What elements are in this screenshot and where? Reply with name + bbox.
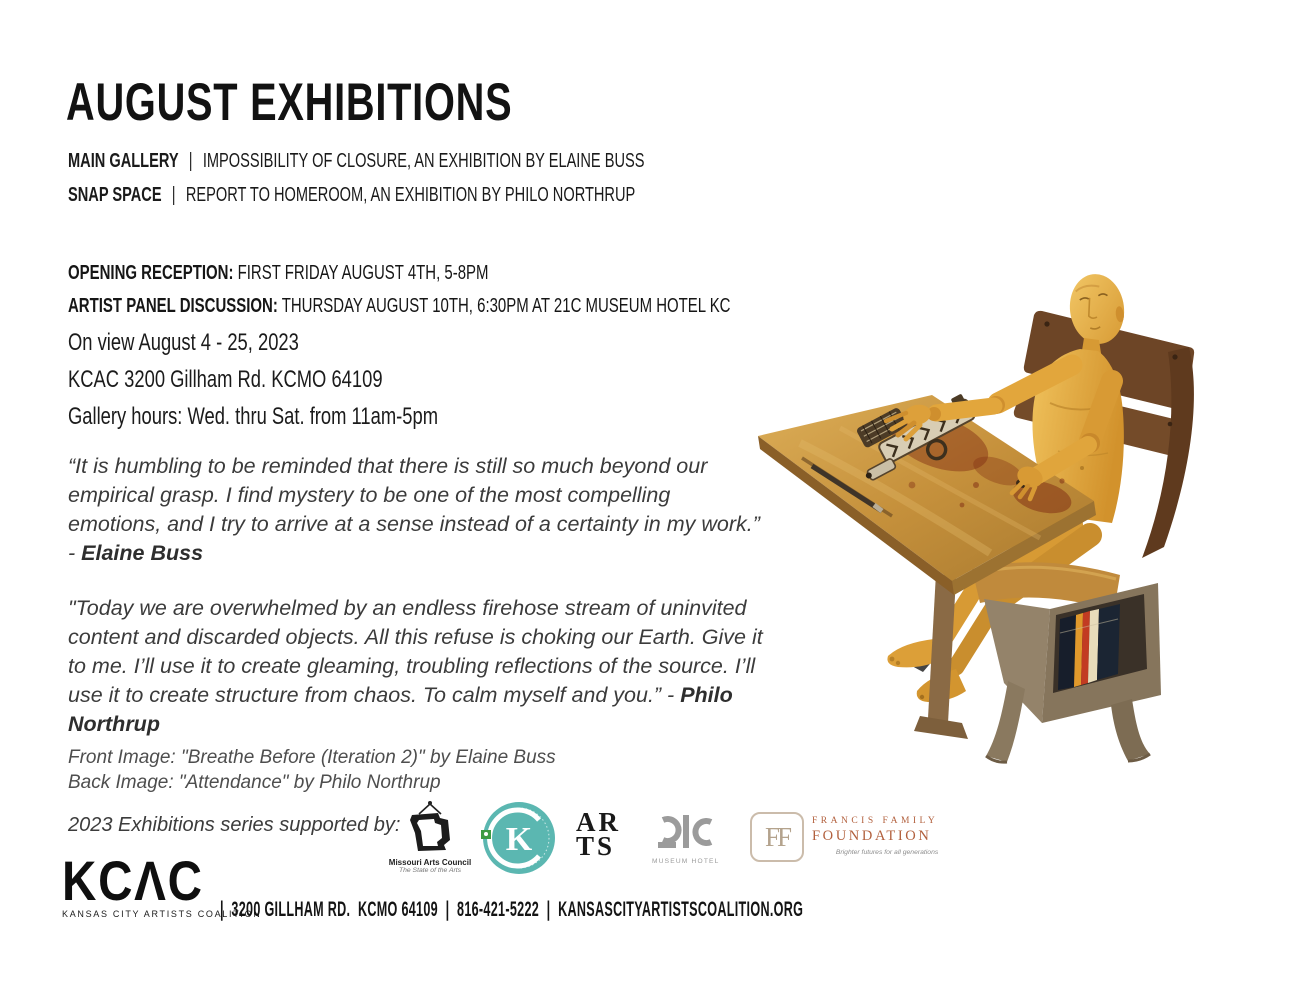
quote-text: "Today we are overwhelmed by an endless firehose stream of uninvited content and discarded objects. All this refuse is choking our Earth. Give it to me. I’ll use it to create gleaming, troubling reflections of the source. I’ll use it to create structure from chaos. To calm myself and you.” - xyxy=(68,596,763,707)
event-detail: THURSDAY AUGUST 10TH, 6:30PM AT 21C MUSEUM HOTEL KC xyxy=(277,294,731,317)
missouri-arts-council-logo xyxy=(372,800,488,874)
logo-tagline: The State of the Arts xyxy=(398,867,462,874)
fff-tagline: Brighter futures for all generations xyxy=(835,849,939,856)
exhibition-list xyxy=(68,144,858,212)
chair-base xyxy=(972,562,1161,762)
21c-museum-hotel-logo xyxy=(652,814,720,865)
gallery-address: KCAC 3200 Gillham Rd. KCMO 64109 xyxy=(68,366,383,393)
artwork-image-attendance xyxy=(740,253,1210,788)
pipe-separator: | xyxy=(171,184,176,206)
front-image-credit: Front Image: "Breathe Before (Iteration 2)" by Elaine Buss xyxy=(68,747,556,768)
venue-label: MAIN GALLERY xyxy=(68,150,179,172)
back-image-credit: Back Image: "Attendance" by Philo Northrup xyxy=(68,771,441,793)
21c-mark-icon xyxy=(657,814,715,850)
visit-details xyxy=(68,324,438,435)
footer-contact-line: | 3200 GILLHAM RD. KCMO 64109 | 816-421-5222 | KANSASCITYARTISTSCOALITION.ORG xyxy=(220,898,804,921)
page-title: AUGUST EXHIBITIONS xyxy=(66,73,513,132)
seal-monogram: K xyxy=(505,821,533,858)
missouri-state-outline-icon xyxy=(372,800,488,852)
kcac-wordmark: KCΛC xyxy=(62,849,204,912)
francis-family-foundation-logo xyxy=(750,812,938,862)
museum-hotel-label: MUSEUM HOTEL xyxy=(652,858,720,865)
gallery-hours: Gallery hours: Wed. thru Sat. from 11am-5pm xyxy=(68,403,439,430)
kc-seal-icon xyxy=(481,800,557,876)
pipe-separator: | xyxy=(188,150,193,172)
opening-reception-line xyxy=(68,256,730,289)
quote-text: “It is humbling to be reminded that there is still so much beyond our empirical grasp. I find mystery to be one of the most compelling emotions, and I try to arrive at a sense instead of a certainty in my work.” - xyxy=(68,454,760,565)
quote-attribution: Elaine Buss xyxy=(81,541,204,565)
artist-quote-elaine-buss xyxy=(68,452,763,568)
arts-line-1: AR xyxy=(576,807,621,837)
event-detail: FIRST FRIDAY AUGUST 4TH, 5-8PM xyxy=(233,261,489,284)
on-view-dates: On view August 4 - 25, 2023 xyxy=(68,329,299,356)
quote-attribution: Philo Northrup xyxy=(68,683,733,736)
arts-kc-logo xyxy=(576,807,621,861)
event-label: ARTIST PANEL DISCUSSION: xyxy=(68,294,278,317)
ff-monogram: FF xyxy=(750,812,804,862)
arts-line-2: TS xyxy=(576,831,616,861)
artist-quote-philo-northrup xyxy=(68,594,763,739)
venue-label: SNAP SPACE xyxy=(68,184,162,206)
supporters-label: 2023 Exhibitions series supported by: xyxy=(68,814,401,836)
fff-text xyxy=(812,812,938,856)
kcac-subtext: KANSAS CITY ARTISTS COALITION xyxy=(62,909,262,919)
event-label: OPENING RECEPTION: xyxy=(68,261,234,284)
exhibition-title: IMPOSSIBILITY OF CLOSURE, AN EXHIBITION BY ELAINE BUSS xyxy=(202,150,645,172)
fff-line-2: FOUNDATION xyxy=(812,828,932,844)
exhibition-line-main-gallery xyxy=(68,144,644,178)
exhibition-line-snap-space xyxy=(68,178,644,212)
kc-neighborhood-tourist-fund-logo xyxy=(481,800,557,881)
fff-line-1: FRANCIS FAMILY xyxy=(812,816,939,826)
artist-panel-line xyxy=(68,289,730,322)
exhibition-title: REPORT TO HOMEROOM, AN EXHIBITION BY PHILO NORTHRUP xyxy=(185,184,636,206)
logo-name: Missouri Arts Council xyxy=(388,858,472,867)
desk-pedestal xyxy=(928,573,956,723)
image-credits xyxy=(68,746,556,795)
mannequin-left-forearm xyxy=(936,406,994,413)
